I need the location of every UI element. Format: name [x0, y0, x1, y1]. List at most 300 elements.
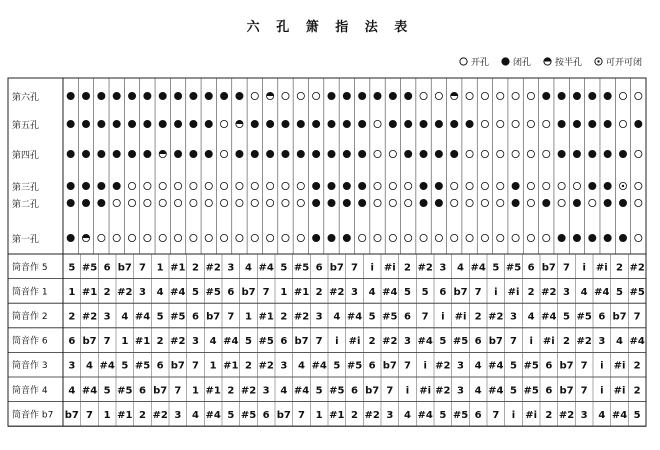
note-label: 7 [86, 409, 93, 421]
note-label: 2 [192, 262, 199, 274]
open-hole-mark [297, 234, 304, 241]
closed-hole-mark [359, 182, 366, 189]
note-label: 3 [68, 360, 76, 372]
closed-hole-mark [328, 182, 335, 189]
open-hole-mark [451, 182, 458, 189]
closed-hole-mark [282, 120, 289, 127]
open-hole-mark [220, 182, 227, 189]
closed-hole-mark [343, 199, 350, 206]
closed-hole-mark [343, 234, 350, 241]
closed-hole-mark [405, 150, 412, 157]
note-label: 6 [368, 360, 376, 372]
note-label: #2 [417, 262, 433, 274]
closed-hole-mark [82, 92, 89, 99]
open-hole-mark [527, 92, 534, 99]
closed-hole-mark [220, 92, 227, 99]
open-hole-mark [128, 182, 135, 189]
open-hole-mark [497, 150, 504, 157]
note-label: 3 [315, 311, 323, 323]
note-label: 1 [315, 409, 323, 421]
note-label: #2 [240, 385, 257, 397]
note-label: 5 [439, 409, 447, 421]
note-label: 2 [156, 336, 164, 348]
note-label: 4 [298, 360, 305, 372]
note-label: 5 [633, 409, 641, 421]
open-hole-mark [205, 234, 212, 241]
closed-hole-mark [98, 199, 105, 206]
tuning-label: 筒音作 5 [12, 262, 48, 273]
note-label: 5 [333, 360, 341, 372]
closed-hole-mark [313, 150, 320, 157]
note-label: 2 [280, 311, 288, 323]
note-label: 3 [404, 336, 411, 348]
note-label: 2 [68, 311, 76, 323]
open-hole-mark [220, 234, 227, 241]
note-label: #5 [134, 360, 151, 372]
note-label: 3 [439, 262, 447, 274]
legend-open-label: 开孔 [470, 58, 489, 68]
closed-hole-mark [82, 199, 89, 206]
note-label: 3 [457, 360, 464, 372]
note-label: 4 [209, 336, 217, 348]
note-label: b7 [170, 360, 185, 372]
note-label: #i [613, 385, 626, 397]
note-label: 7 [563, 262, 570, 274]
note-label: #4 [470, 262, 486, 274]
open-hole-mark [635, 92, 642, 99]
open-hole-mark [420, 234, 427, 241]
open-hole-mark [313, 92, 320, 99]
closed-hole-mark [251, 120, 258, 127]
note-label: 7 [580, 385, 588, 397]
note-label: b7 [117, 262, 132, 274]
tuning-label: 筒音作 4 [12, 385, 48, 396]
note-label: 7 [510, 336, 517, 348]
note-label: 1 [245, 311, 252, 323]
open-hole-mark [466, 182, 473, 189]
note-label: #1 [223, 360, 239, 372]
note-label: 4 [368, 286, 376, 298]
closed-hole-mark [297, 150, 304, 157]
open-hole-mark [267, 182, 274, 189]
closed-hole-mark [619, 150, 626, 157]
note-label: #i [507, 286, 520, 298]
note-label: b7 [612, 311, 627, 323]
open-hole-mark [543, 182, 550, 189]
open-hole-mark [543, 150, 550, 157]
note-label: 5 [192, 286, 199, 298]
note-label: #2 [205, 262, 221, 274]
closed-hole-mark [558, 92, 565, 99]
closed-hole-mark [313, 199, 320, 206]
note-label: 3 [262, 385, 270, 397]
closed-hole-mark [251, 150, 258, 157]
closed-hole-mark [159, 92, 166, 99]
note-label: i [582, 262, 586, 274]
open-hole-mark [251, 182, 258, 189]
open-hole-mark [113, 234, 120, 241]
open-hole-mark [481, 150, 488, 157]
note-label: 6 [439, 286, 447, 298]
note-label: 4 [86, 360, 93, 372]
open-hole-mark [282, 234, 289, 241]
note-label: 5 [510, 385, 517, 397]
hole-label: 第一孔 [12, 235, 40, 245]
note-label: 6 [351, 385, 358, 397]
note-label: #2 [558, 409, 575, 421]
note-label: 5 [227, 409, 235, 421]
note-label: 5 [492, 262, 500, 274]
closed-hole-mark [113, 182, 120, 189]
note-label: 3 [580, 409, 588, 421]
closed-hole-mark [113, 92, 120, 99]
note-label: 5 [121, 360, 129, 372]
closed-hole-mark [297, 120, 304, 127]
table-frame [8, 78, 646, 426]
note-label: 5 [421, 286, 429, 298]
closed-hole-mark [359, 120, 366, 127]
note-label: b7 [541, 262, 556, 274]
note-label: 6 [192, 311, 199, 323]
note-label: i [511, 409, 516, 421]
closed-hole-mark [619, 199, 626, 206]
open-hole-mark [435, 234, 442, 241]
note-label: 7 [404, 360, 411, 372]
open-hole-mark [282, 199, 289, 206]
closed-hole-mark [573, 199, 580, 206]
tuning-label: 筒音作 3 [12, 361, 48, 372]
note-label: 2 [139, 409, 146, 421]
closed-hole-mark [236, 92, 243, 99]
note-label: 5 [439, 336, 447, 348]
note-label: #1 [293, 286, 310, 298]
note-label: 5 [404, 286, 411, 298]
note-label: #4 [629, 336, 645, 348]
note-label: 5 [245, 336, 252, 348]
note-label: 1 [156, 262, 164, 274]
closed-hole-mark [190, 92, 197, 99]
note-label: 2 [351, 409, 358, 421]
closed-hole-mark [313, 234, 320, 241]
note-label: 6 [545, 360, 553, 372]
tuning-label: 筒音作 b7 [12, 410, 54, 421]
open-hole-mark [481, 120, 488, 127]
note-label: #4 [170, 286, 186, 298]
open-hole-mark [543, 120, 550, 127]
closed-hole-mark [98, 92, 105, 99]
closed-hole-mark [389, 92, 396, 99]
note-label: 3 [227, 262, 235, 274]
open-hole-mark [389, 182, 396, 189]
note-label: 2 [527, 286, 535, 298]
closed-hole-mark [420, 199, 427, 206]
closed-hole-mark [558, 234, 565, 241]
closed-hole-mark [98, 182, 105, 189]
note-label: 1 [121, 336, 129, 348]
note-label: 6 [527, 262, 535, 274]
note-label: 7 [474, 286, 482, 298]
note-label: 3 [192, 336, 199, 348]
tuning-label: 筒音作 6 [12, 336, 48, 347]
note-label: 6 [262, 409, 270, 421]
note-label: b7 [294, 336, 309, 348]
note-label: #2 [170, 336, 186, 348]
legend-closed-label: 闭孔 [512, 58, 531, 68]
closed-hole-mark [67, 199, 74, 206]
note-label: 6 [103, 262, 111, 274]
note-label: i [494, 286, 498, 298]
open-hole-mark [420, 92, 427, 99]
note-label: #4 [417, 409, 433, 421]
note-label: i [600, 360, 604, 372]
note-label: 4 [333, 311, 341, 323]
closed-hole-mark [113, 120, 120, 127]
note-label: 3 [563, 286, 570, 298]
open-hole-mark [267, 234, 274, 241]
closed-hole-mark [512, 199, 519, 206]
tuning-label: 筒音作 2 [12, 312, 48, 322]
closed-hole-mark [144, 92, 151, 99]
open-hole-mark [497, 120, 504, 127]
note-label: 3 [510, 311, 517, 323]
note-label: #2 [258, 360, 274, 372]
note-label: #4 [134, 311, 151, 323]
open-hole-mark [466, 150, 473, 157]
open-hole-mark [297, 199, 304, 206]
note-label: #i [525, 409, 538, 421]
note-label: 5 [315, 385, 323, 397]
note-label: 2 [633, 360, 641, 372]
open-hole-mark [573, 182, 580, 189]
closed-hole-mark [67, 150, 74, 157]
open-hole-mark [466, 199, 473, 206]
note-label: 3 [103, 311, 111, 323]
note-label: 3 [351, 286, 358, 298]
closed-hole-mark [144, 120, 151, 127]
closed-hole-mark [573, 150, 580, 157]
open-hole-mark [159, 199, 166, 206]
open-hole-mark [389, 150, 396, 157]
note-label: b7 [153, 385, 168, 397]
note-label: #2 [435, 360, 451, 372]
note-label: #2 [81, 311, 98, 323]
note-label: #5 [523, 385, 539, 397]
open-hole-mark [481, 199, 488, 206]
closed-hole-mark [313, 120, 320, 127]
note-label: 7 [174, 385, 182, 397]
open-hole-mark [527, 150, 534, 157]
closed-hole-mark [174, 92, 181, 99]
note-label: 2 [563, 336, 570, 348]
hole-label: 第三孔 [12, 183, 40, 193]
note-label: #2 [117, 286, 133, 298]
note-label: 7 [351, 262, 358, 274]
open-hole-mark [543, 234, 550, 241]
note-label: i [600, 385, 604, 397]
note-label: 3 [139, 286, 146, 298]
open-hole-mark [236, 234, 243, 241]
closed-hole-mark [619, 234, 626, 241]
open-hole-mark [374, 150, 381, 157]
open-hole-mark [297, 182, 304, 189]
closed-hole-mark [374, 92, 381, 99]
closed-hole-mark [328, 120, 335, 127]
note-label: 3 [280, 360, 288, 372]
open-hole-mark [113, 199, 120, 206]
closed-hole-mark [313, 182, 320, 189]
closed-hole-mark [328, 150, 335, 157]
closed-hole-mark [67, 120, 74, 127]
closed-hole-mark [589, 182, 596, 189]
note-label: #1 [81, 286, 98, 298]
open-hole-mark [159, 182, 166, 189]
note-label: 1 [192, 385, 199, 397]
note-label: 2 [315, 286, 323, 298]
open-hole-mark [297, 92, 304, 99]
note-label: #5 [576, 311, 592, 323]
either-hole-dot [622, 185, 624, 187]
closed-hole-mark [589, 120, 596, 127]
note-label: b7 [82, 336, 97, 348]
note-label: #5 [205, 286, 221, 298]
open-hole-mark [159, 234, 166, 241]
note-label: #4 [382, 286, 398, 298]
note-label: i [441, 311, 445, 323]
closed-hole-mark [405, 92, 412, 99]
note-label: #i [595, 262, 608, 274]
note-label: b7 [559, 385, 574, 397]
note-label: #2 [488, 311, 504, 323]
note-label: 6 [598, 311, 606, 323]
closed-hole-mark [98, 120, 105, 127]
closed-hole-mark [205, 92, 212, 99]
legend-either-label: 可开可闭 [605, 58, 642, 68]
closed-hole-mark [174, 150, 181, 157]
open-hole-mark [282, 92, 289, 99]
note-label: #4 [311, 360, 327, 372]
note-label: 2 [474, 311, 482, 323]
closed-hole-mark [512, 182, 519, 189]
closed-hole-mark [328, 199, 335, 206]
note-label: b7 [276, 409, 291, 421]
open-hole-mark [405, 199, 412, 206]
note-label: 1 [280, 286, 288, 298]
closed-hole-mark [190, 150, 197, 157]
note-label: 4 [121, 311, 129, 323]
open-hole-mark [405, 234, 412, 241]
open-hole-mark [144, 234, 151, 241]
note-label: 7 [298, 409, 305, 421]
note-label: #5 [81, 262, 98, 274]
note-label: 7 [103, 336, 111, 348]
note-label: 6 [474, 336, 482, 348]
closed-hole-mark [589, 234, 596, 241]
note-label: 7 [492, 409, 500, 421]
note-label: 5 [280, 262, 288, 274]
note-label: 2 [633, 385, 641, 397]
open-hole-mark [512, 120, 519, 127]
open-hole-mark [236, 199, 243, 206]
closed-hole-mark [589, 92, 596, 99]
note-label: #i [348, 336, 361, 348]
closed-hole-mark [420, 182, 427, 189]
closed-hole-mark [190, 120, 197, 127]
open-hole-mark [389, 199, 396, 206]
open-hole-mark [635, 199, 642, 206]
open-hole-mark [220, 150, 227, 157]
note-label: #i [419, 385, 432, 397]
open-hole-mark [144, 182, 151, 189]
open-hole-mark [451, 234, 458, 241]
closed-hole-mark [604, 120, 611, 127]
note-label: 7 [139, 262, 146, 274]
open-hole-mark [435, 92, 442, 99]
note-label: b7 [329, 262, 344, 274]
open-hole-mark [205, 182, 212, 189]
note-label: #1 [258, 311, 274, 323]
closed-hole-mark [67, 92, 74, 99]
note-label: #2 [576, 336, 592, 348]
note-label: #5 [117, 385, 133, 397]
note-label: 4 [474, 385, 482, 397]
note-label: 5 [156, 311, 164, 323]
open-hole-mark [374, 199, 381, 206]
closed-hole-mark [144, 150, 151, 157]
note-label: 6 [68, 336, 76, 348]
closed-hole-mark [236, 150, 243, 157]
closed-hole-mark [128, 120, 135, 127]
note-label: i [405, 385, 410, 397]
note-label: i [529, 336, 533, 348]
open-hole-mark [190, 182, 197, 189]
note-label: #5 [258, 336, 274, 348]
open-hole-mark [497, 182, 504, 189]
note-label: #i [542, 336, 555, 348]
open-hole-mark [220, 120, 227, 127]
open-hole-mark [374, 182, 381, 189]
note-label: #1 [329, 409, 345, 421]
closed-hole-mark [113, 150, 120, 157]
closed-hole-mark [589, 150, 596, 157]
closed-hole-mark [451, 120, 458, 127]
note-label: #2 [152, 409, 168, 421]
note-label: #2 [329, 286, 345, 298]
closed-hole-mark [67, 234, 74, 241]
note-label: #5 [293, 262, 310, 274]
note-label: 4 [527, 311, 535, 323]
note-label: #4 [223, 336, 239, 348]
open-hole-mark [619, 120, 626, 127]
note-label: 4 [457, 262, 464, 274]
note-label: 5 [68, 262, 76, 274]
note-label: #4 [488, 385, 504, 397]
note-label: 5 [368, 311, 376, 323]
open-hole-mark [174, 234, 181, 241]
note-label: 7 [386, 385, 394, 397]
note-label: 6 [139, 385, 146, 397]
closed-hole-mark [128, 150, 135, 157]
note-label: 5 [103, 385, 111, 397]
closed-hole-mark [82, 182, 89, 189]
open-hole-mark [359, 234, 366, 241]
closed-hole-mark [435, 199, 442, 206]
note-label: 7 [580, 360, 588, 372]
closed-hole-mark [420, 150, 427, 157]
closed-hole-mark [558, 150, 565, 157]
note-label: 4 [192, 409, 199, 421]
closed-hole-mark [174, 120, 181, 127]
open-hole-mark [527, 182, 534, 189]
